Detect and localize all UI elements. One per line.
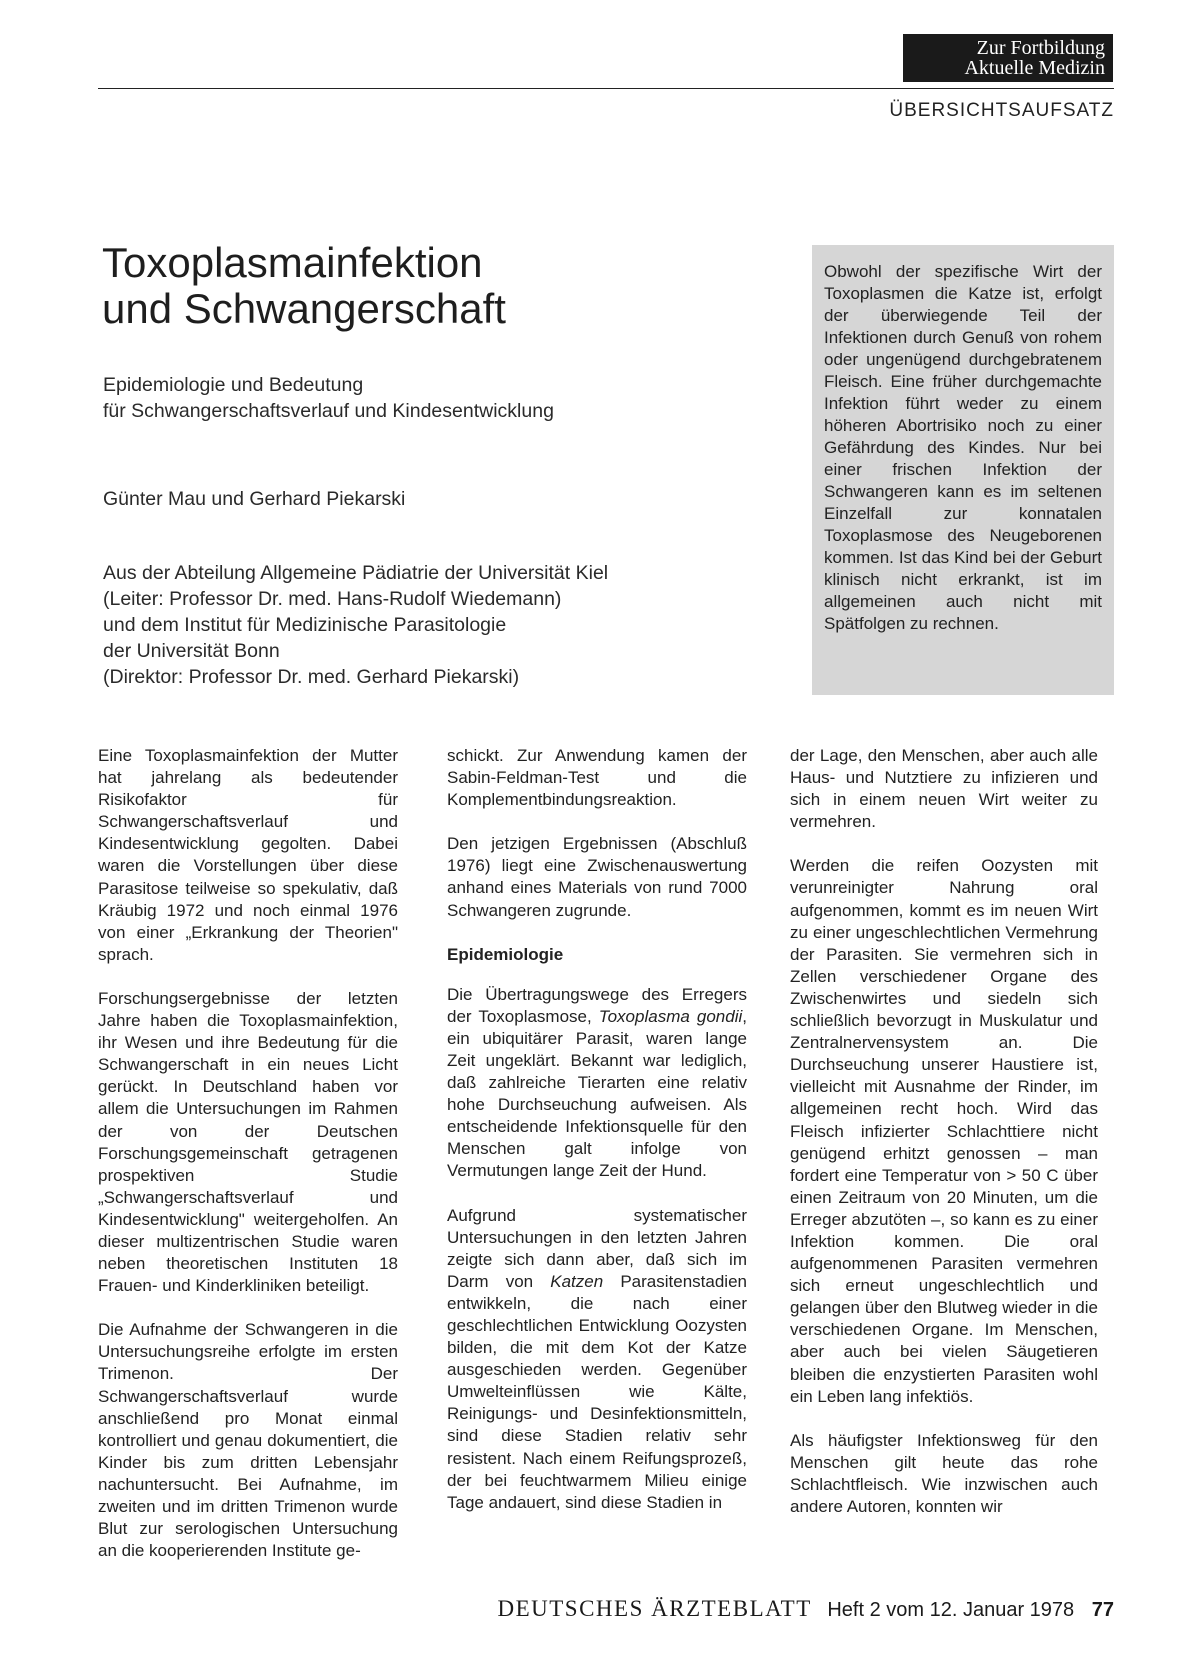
- badge-line-medizin: Aktuelle Medizin: [964, 57, 1105, 79]
- body-paragraph: Eine Toxoplasmainfektion der Mutter hat jahrelang als bedeutender Risikofaktor für Schwangerschaftsverlauf und Kindesentwicklung gegolten. Dabei waren die Vorstellungen über diese Parasitose teilweise so spekulativ, daß Kräubig 1972 und noch einmal 1976 von einer „Erkrankung der Theorien" sprach.: [98, 746, 398, 964]
- affiliation-line: (Leiter: Professor Dr. med. Hans-Rudolf Wiedemann): [103, 588, 562, 610]
- badge-line-fortbildung: Zur Fortbildung: [976, 37, 1105, 59]
- section-heading-epidemiologie: Epidemiologie: [447, 944, 564, 964]
- text-run: Die Übertragungswege des Erregers der Toxoplasmose,: [447, 984, 747, 1026]
- abstract-text: Obwohl der spezifische Wirt der Toxoplasmen die Katze ist, erfolgt der überwiegende Teil der Infektionen durch Genuß von rohem oder ungenügend durchgebratenem Fleisch. Eine früher durchgemachte Infektion führt weder zu einem höheren Abortrisiko noch zu einer Gefährdung des Kindes. Nur bei einer frischen Infektion der Schwangeren kann es im seltenen Einzelfall zur konnatalen Toxoplasmose des Neugeborenen kommen. Ist das Kind bei der Geburt klinisch nicht erkrankt, ist im allgemeinen auch nicht mit Spätfolgen zu rechnen.: [824, 262, 1102, 633]
- text-run: Aufgrund systematischer Untersuchungen in den letzten Jahren zeigte sich dann aber, daß sich im Darm von: [447, 1205, 747, 1291]
- emphasis-katzen: Katzen: [550, 1271, 604, 1291]
- body-paragraph: Werden die reifen Oozysten mit verunreinigter Nahrung oral aufgenommen, kommt es im neuen Wirt zu einer ungeschlechtlichen Vermehrung der Parasiten. Sie vermehren sich in Zellen verschiedener Organe des Zwischenwirtes und siedeln sich schließlich bevorzugt in Muskulatur und Zentralnervensystem an. Die Durchseuchung unserer Haustiere ist, vielleicht mit Ausnahme der Rinder, im allgemeinen recht hoch. Wird das Fleisch infizierter Schlachttiere nicht genügend erhitzt genossen – man fordert eine Temperatur von > 50 C über einen Zeitraum von 20 Minuten, um die Erreger abzutöten –, so kann es zu einer Infektion kommen. Die oral aufgenommenen Parasiten vermehren sich erneut ungeschlechtlich und gelangen über den Blutweg wieder in die verschiedenen Organe. Im Menschen, aber auch bei vielen Säugetieren bleiben die enzystierten Parasiten wohl ein Leben lang infektiös.: [790, 856, 1098, 1406]
- body-paragraph: der Lage, den Menschen, aber auch alle Haus- und Nutztiere zu infizieren und sich in einem neuen Wirt weiter zu vermehren.: [790, 746, 1098, 832]
- body-column-2: [447, 745, 747, 1536]
- article-title: [102, 240, 506, 332]
- body-paragraph: [447, 984, 747, 1183]
- title-line-2: und Schwangerschaft: [102, 285, 506, 332]
- body-paragraph: Forschungsergebnisse der letzten Jahre haben die Toxoplasmainfektion, ihr Wesen und ihre Bedeutung für die Schwangerschaft in ein neues Licht gerückt. In Deutschland haben vor allem die Untersuchungen im Rahmen der von der Deutschen Forschungsgemeinschaft getragenen prospektiven Studie „Schwangerschaftsverlauf und Kindesentwicklung" weitergeholfen. An dieser multizentrischen Studie waren neben theoretischen Instituten 18 Frauen- und Kinderkliniken beteiligt.: [98, 988, 398, 1296]
- header-rule: [98, 88, 1114, 89]
- journal-name: DEUTSCHES ÄRZTEBLATT: [497, 1596, 812, 1621]
- body-column-1: [98, 745, 398, 1584]
- section-badge: [903, 34, 1113, 82]
- body-column-3: [790, 745, 1098, 1540]
- body-paragraph: [447, 1205, 747, 1514]
- title-line-1: Toxoplasmainfektion: [102, 239, 483, 286]
- species-name: Toxoplasma gondii: [598, 1006, 743, 1026]
- affiliation-line: Aus der Abteilung Allgemeine Pädiatrie der Universität Kiel: [103, 562, 609, 584]
- article-affiliation: [103, 560, 743, 690]
- subtitle-line-1: Epidemiologie und Bedeutung: [103, 374, 364, 396]
- subtitle-line-2: für Schwangerschaftsverlauf und Kindesentwicklung: [103, 400, 554, 422]
- page-footer: [497, 1596, 1114, 1622]
- article-authors: Günter Mau und Gerhard Piekarski: [103, 488, 406, 510]
- section-label: ÜBERSICHTSAUFSATZ: [889, 100, 1114, 121]
- affiliation-line: und dem Institut für Medizinische Parasitologie: [103, 614, 507, 636]
- affiliation-line: (Direktor: Professor Dr. med. Gerhard Piekarski): [103, 666, 520, 688]
- abstract-box: [812, 245, 1114, 695]
- text-run: , ein ubiquitärer Parasit, waren lange Zeit ungeklärt. Bekannt war lediglich, daß zahlreiche Tierarten eine relativ hohe Durchseuchung aufweisen. Als entscheidende Infektionsquelle für den Menschen galt infolge von Vermutungen lange Zeit der Hund.: [447, 1006, 747, 1181]
- page-number: 77: [1091, 1599, 1114, 1621]
- body-paragraph: Als häufigster Infektionsweg für den Menschen gilt heute das rohe Schlachtfleisch. Wie inzwischen auch andere Autoren, konnten wir: [790, 1430, 1098, 1516]
- issue-info: Heft 2 vom 12. Januar 1978: [827, 1599, 1075, 1621]
- body-paragraph: Die Aufnahme der Schwangeren in die Untersuchungsreihe erfolgte im ersten Trimenon. Der Schwangerschaftsverlauf wurde anschließend pro Monat einmal kontrolliert und genau dokumentiert, die Kinder bis zum dritten Lebensjahr nachuntersucht. Bei Aufnahme, im zweiten und im dritten Trimenon wurde Blut zur serologischen Untersuchung an die kooperierenden Institute ge-: [98, 1320, 398, 1561]
- text-run: Parasitenstadien entwikkeln, die nach einer geschlechtlichen Entwicklung Oozysten bilden, die mit dem Kot der Katze ausgeschieden werden. Gegenüber Umwelteinflüssen wie Kälte, Reinigungs- und Desinfektionsmitteln, sind diese Stadien relativ sehr resistent. Nach einem Reifungsprozeß, der bei feuchtwarmem Milieu einige Tage andauert, sind diese Stadien in: [447, 1271, 747, 1512]
- affiliation-line: der Universität Bonn: [103, 640, 280, 662]
- body-paragraph: Den jetzigen Ergebnissen (Abschluß 1976) liegt eine Zwischenauswertung anhand eines Materials von rund 7000 Schwangeren zugrunde.: [447, 834, 747, 920]
- body-paragraph: schickt. Zur Anwendung kamen der Sabin-Feldman-Test und die Komplementbindungsreaktion.: [447, 746, 747, 810]
- article-subtitle: [103, 372, 703, 424]
